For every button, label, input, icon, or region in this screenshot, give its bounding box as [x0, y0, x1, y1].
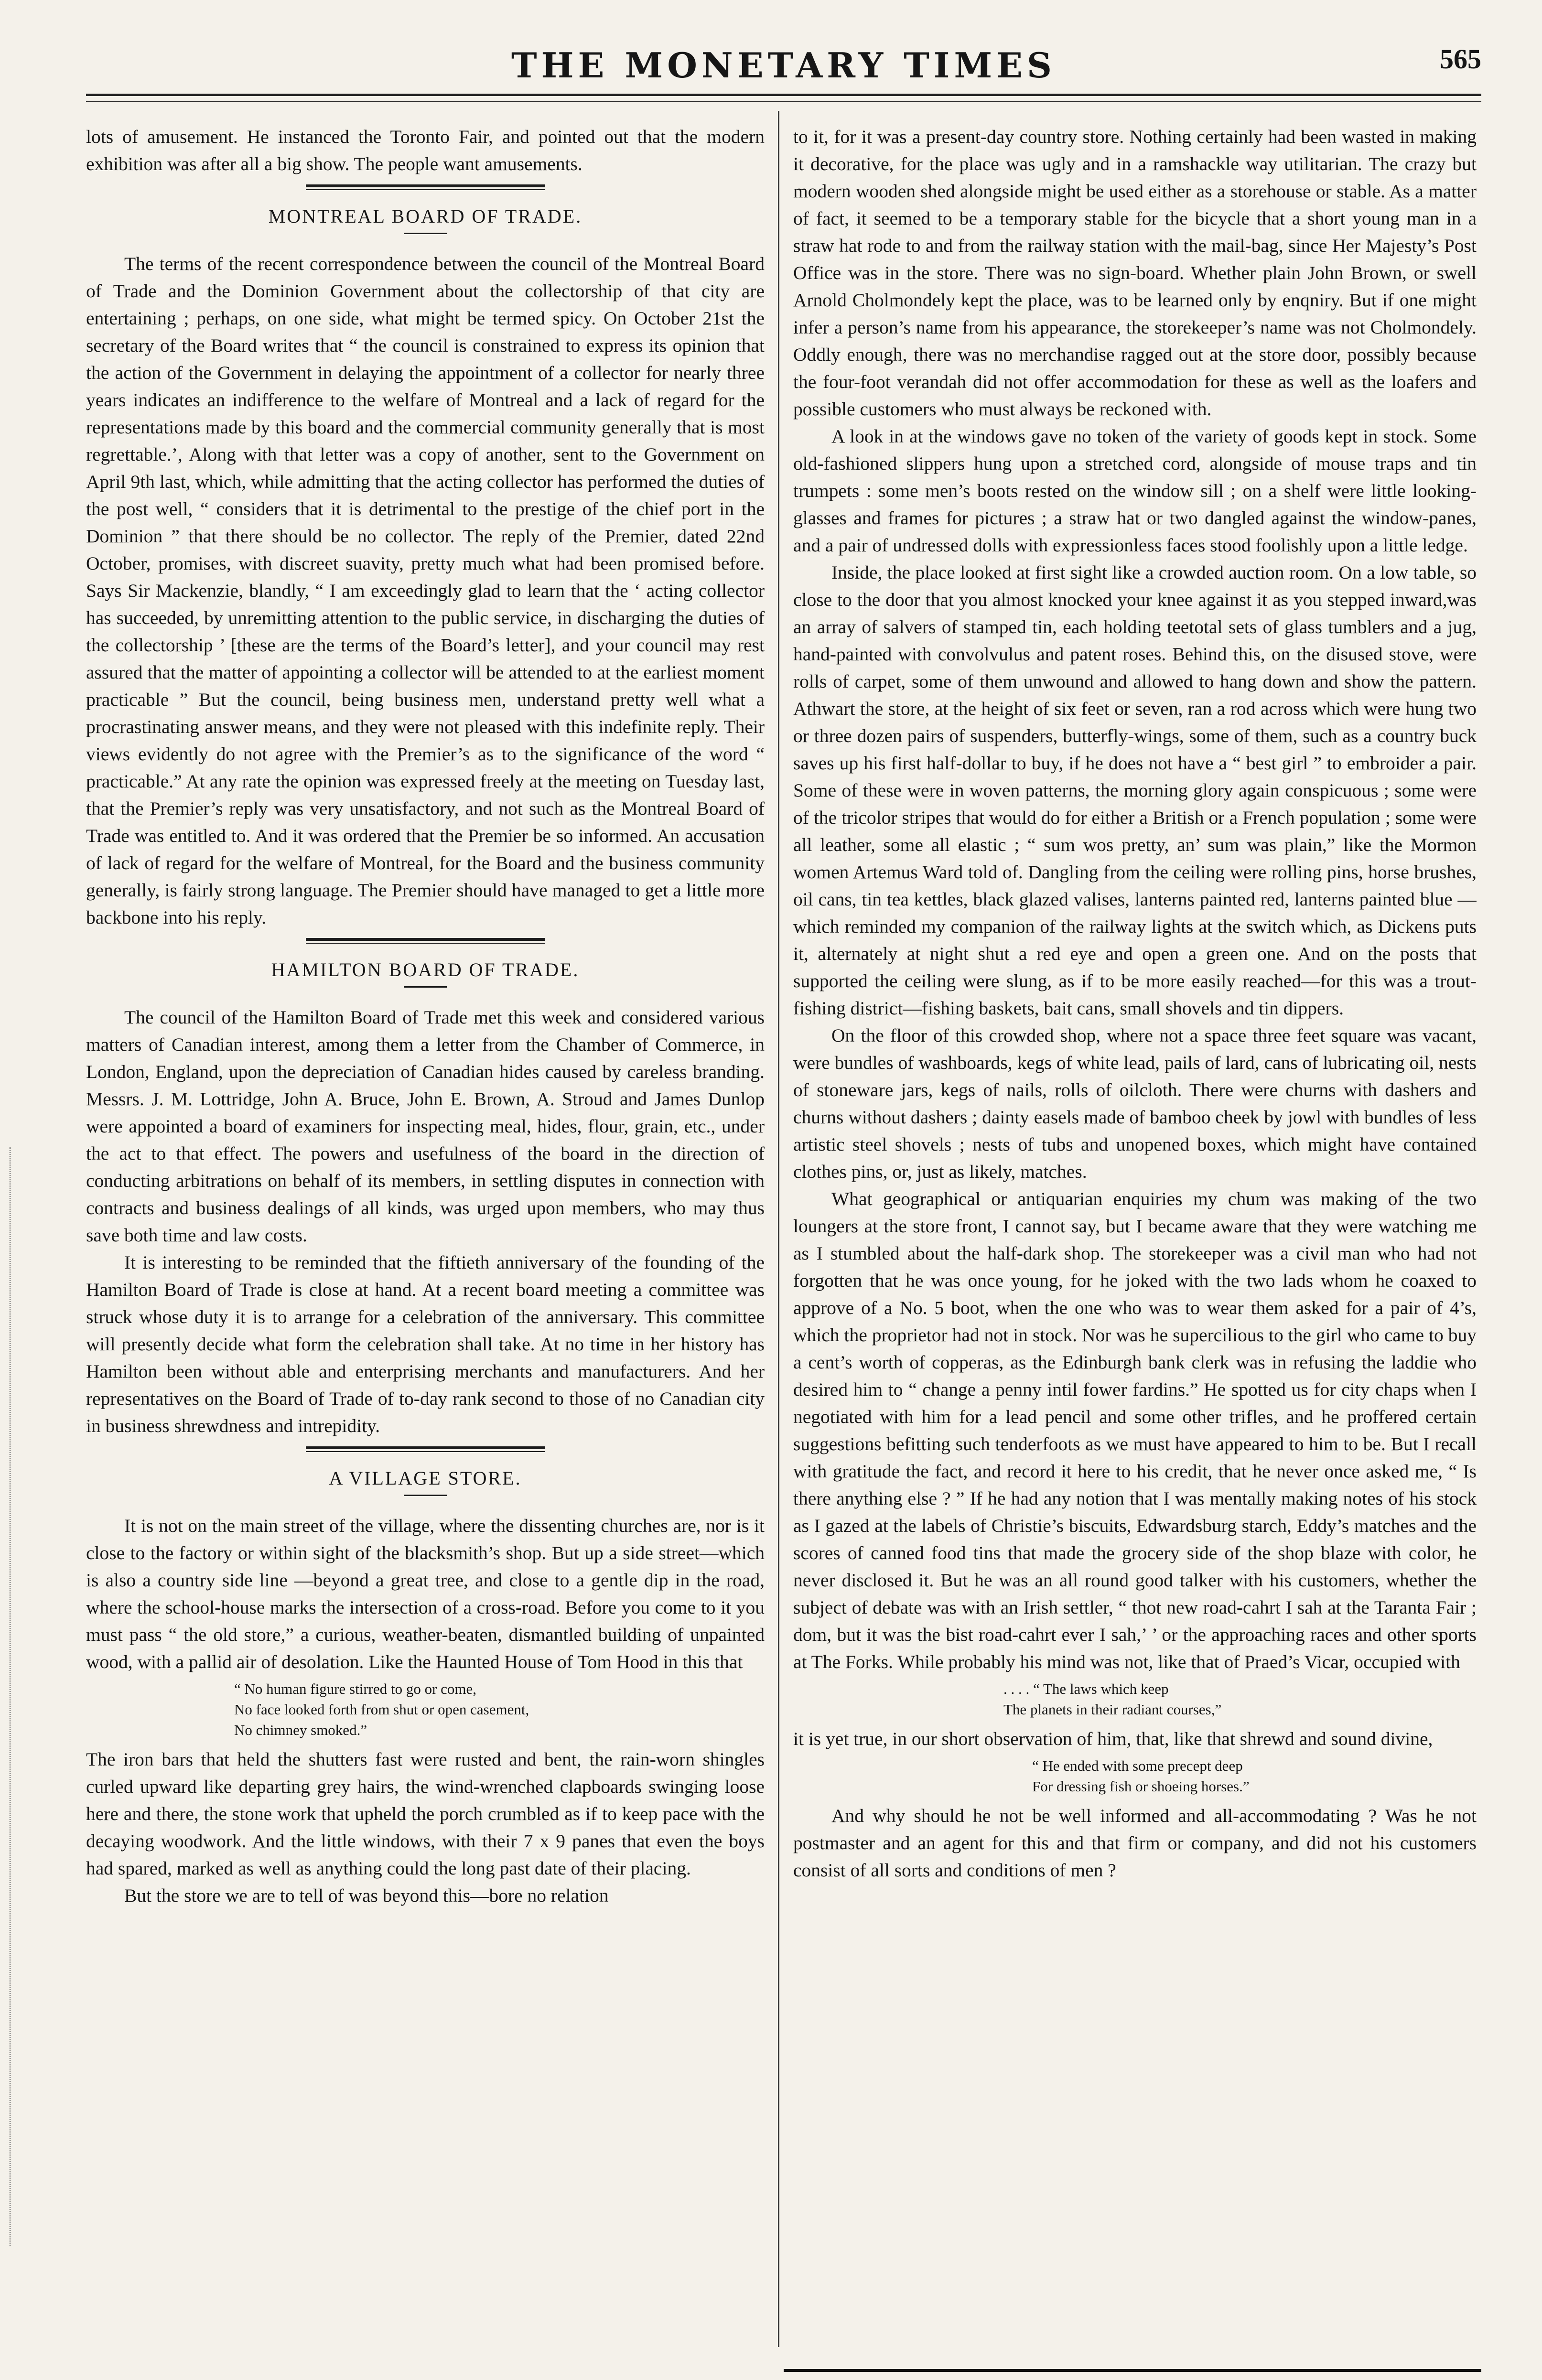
- right-column: [793, 123, 1477, 2340]
- masthead: [86, 37, 1481, 90]
- heading-underline: [404, 986, 447, 988]
- verse-quote: [793, 1755, 1477, 1797]
- section-separator: [306, 938, 545, 944]
- footer-rule: [784, 2369, 1481, 2372]
- village-paragraph-2: The iron bars that held the shutters fast were rusted and bent, the rain-worn shingles curled upward like departing grey hairs, the wind-wrenched clapboards swinging loose here and there, the stone work that upheld the porch crumbled as if to keep pace with the decaying woodwork. And the little windows, with their 7 x 9 panes that even the boys had spared, marked as well as anything could the long past date of their placing.: [86, 1749, 765, 1879]
- page-number: 565: [1440, 43, 1481, 75]
- binding-edge: [10, 1147, 13, 2246]
- intro-paragraph: lots of amusement. He instanced the Toronto Fair, and pointed out that the modern exhibition was after all a big show. The people want amusements.: [86, 126, 765, 174]
- header-rule-thick: [86, 94, 1481, 96]
- verse-line: No chimney smoked.”: [234, 1722, 367, 1738]
- section-heading-montreal: MONTREAL BOARD OF TRADE.: [268, 205, 582, 227]
- heading-underline: [404, 1495, 447, 1496]
- montreal-paragraph: The terms of the recent correspondence between the council of the Montreal Board of Trade and the Dominion Government about the collectorship of that city are entertaining ; perhaps, on one side, what might be termed spicy. On October 21st the secretary of the Board writes that “ the council is constrained to express its opinion that the action of the Government in delaying the appointment of a collector for nearly three years indicates an indifference to the welfare of Montreal and a lack of regard for the representations made by this board and the commercial community generally that is most regrettable.’, Along with that letter was a copy of another, sent to the Government on April 9th last, which, while admitting that the acting collector has performed the duties of the post well, “ considers that it is detrimental to the prestige of the chief port in the Dominion ” that there should be no collector. The reply of the Premier, dated 22nd October, promises, with discreet suavity, pretty much what had been promised before. Says Sir Mackenzie, blandly, “ I am exceedingly glad to learn that the ‘ acting collector has succeeded, by unremitting attention to the public service, in discharging the duties of the collectorship ’ [these are the terms of the Board’s letter], and your council may rest assured that the matter of appointing a collector will be attended to at the earliest moment practicable ” But the council, being business men, understand pretty well what a procrastinating answer means, and they were not pleased with this indefinite reply. Their views evidently do not agree with the Premier’s as to the significance of the word “ practicable.” At any rate the opinion was expressed freely at the meeting on Tuesday last, that the Premier’s reply was very unsatisfactory, and not such as the Montreal Board of Trade was entitled to. And it was ordered that the Premier be so informed. An accusation of lack of regard for the welfare of Montreal, for the Board and the business community generally, is fairly strong language. The Premier should have managed to get a little more backbone into his reply.: [86, 253, 765, 928]
- store-paragraph-6: it is yet true, in our short observation of him, that, like that shrewd and sound divine,: [793, 1728, 1433, 1749]
- verse-line: The planets in their radiant courses,”: [1003, 1701, 1222, 1718]
- verse-line: “ No human figure stirred to go or come,: [234, 1680, 477, 1697]
- store-paragraph-4: On the floor of this crowded shop, where not a space three feet square was vacant, were bundles of washboards, kegs of white lead, pails of lard, cans of lubricating oil, nests of stoneware jars, kegs of nails, rolls of oilcloth. There were churns with dashers and churns without dashers ; dainty easels made of bamboo cheek by jowl with bundles of less artistic steel shovels ; nests of tubs and unopened boxes, which might have contained clothes pins, or, just as likely, matches.: [793, 1025, 1477, 1182]
- verse-quote: [86, 1679, 765, 1740]
- newspaper-title: THE MONETARY TIMES: [511, 45, 1057, 86]
- village-paragraph-1: It is not on the main street of the village, where the dissenting churches are, nor is it close to the factory or within sight of the blacksmith’s shop. But up a side street—which is also a country side line —beyond a great tree, and close to a gentle dip in the road, where the school-house marks the intersection of a cross-road. Before you come to it you must pass “ the old store,” a curious, weather-beaten, dismantled building of unpainted wood, with a pallid air of desolation. Like the Haunted House of Tom Hood in this that: [86, 1515, 765, 1672]
- village-paragraph-3: But the store we are to tell of was beyond this—bore no relation: [124, 1885, 609, 1906]
- verse-quote: [793, 1679, 1477, 1720]
- store-paragraph-1: to it, for it was a present-day country store. Nothing certainly had been wasted in making it decorative, for the place was ugly and in a ramshackle way utilitarian. The crazy but modern wooden shed alongside might be used either as a storehouse or stable. As a matter of fact, it seemed to be a temporary stable for the bicycle that a short young man in a straw hat rode to and from the railway station with the mail-bag, since Her Majesty’s Post Office was in the store. There was no sign-board. Whether plain John Brown, or swell Arnold Cholmondely kept the place, was to be learned only by enqniry. But if one might infer a person’s name from his appearance, the storekeeper’s name was not Cholmondely. Oddly enough, there was no merchandise ragged out at the store door, possibly because the four-foot verandah did not offer accommodation for these as well as the loafers and possible customers who must always be reckoned with.: [793, 126, 1477, 420]
- verse-line: For dressing fish or shoeing horses.”: [1032, 1778, 1250, 1795]
- verse-line: No face looked forth from shut or open casement,: [234, 1701, 529, 1718]
- section-heading-hamilton: HAMILTON BOARD OF TRADE.: [271, 959, 580, 980]
- heading-underline: [404, 233, 447, 234]
- verse-line: . . . . “ The laws which keep: [1003, 1680, 1169, 1697]
- column-divider: [778, 111, 779, 2347]
- store-paragraph-5: What geographical or antiquarian enquiries my chum was making of the two loungers at the store front, I cannot say, but I became aware that they were watching me as I stumbled about the half-dark shop. The storekeeper was a civil man who had not forgotten that he was once young, for he joked with the two lads whom he coaxed to approve of a No. 5 boot, when the one who was to wear them asked for a pair of 4’s, which the proprietor had not in stock. Nor was he supercilious to the girl who came to buy a cent’s worth of copperas, as the Edinburgh bank clerk was in refusing the laddie who desired him to “ change a penny intil fower fardins.” He spotted us for city chaps when I negotiated with him for a lead pencil and some other trifles, and he proffered certain suggestions befitting such tenderfoots as we must have appeared to him to be. But I recall with gratitude the fact, and record it here to his credit, that he never once asked me, “ Is there anything else ? ” If he had any notion that I was mentally making notes of his stock as I gazed at the labels of Christie’s biscuits, Edwardsburg starch, Eddy’s matches and the scores of canned food tins that made the grocery side of the shop blaze with color, he never disclosed it. But he was an all round good talker with his customers, whether the subject of debate was with an Irish settler, “ thot new road-cahrt I sah at the Taranta Fair ; dom, but it was the bist road-cahrt ever I sah,’ ’ or the approaching races and other sports at The Forks. While probably his mind was not, like that of Praed’s Vicar, occupied with: [793, 1188, 1477, 1672]
- store-paragraph-7: And why should he not be well informed and all-accommodating ? Was he not postmaster and an agent for this and that firm or company, and did not his customers consist of all sorts and conditions of men ?: [793, 1805, 1477, 1881]
- header-rule-thin: [86, 101, 1481, 102]
- left-column: [86, 123, 765, 2340]
- store-paragraph-2: A look in at the windows gave no token of the variety of goods kept in stock. Some old-fashioned slippers hung upon a stretched cord, alongside of mouse traps and tin trumpets : some men’s boots rested on the window sill ; on a shelf were little looking-glasses and frames for pictures ; a straw hat or two dangled against the window-panes, and a pair of undressed dolls with expressionless faces stood foolishly upon a little ledge.: [793, 426, 1477, 556]
- section-separator: [306, 184, 545, 190]
- section-heading-village-store: A VILLAGE STORE.: [329, 1467, 522, 1489]
- section-separator: [306, 1446, 545, 1452]
- hamilton-paragraph-1: The council of the Hamilton Board of Trade met this week and considered various matters of Canadian interest, among them a letter from the Chamber of Commerce, in London, England, upon the depreciation of Canadian hides caused by careless branding. Messrs. J. M. Lottridge, John A. Bruce, John E. Brown, A. Stroud and James Dunlop were appointed a board of examiners for inspecting meal, hides, flour, grain, etc., under the act to that effect. The powers and usefulness of the board in the direction of conducting arbitrations on behalf of its members, in settling disputes in connection with contracts and business dealings of all kinds, was urged upon members, who may thus save both time and law costs.: [86, 1007, 765, 1246]
- hamilton-paragraph-2: It is interesting to be reminded that the fiftieth anniversary of the founding of the Hamilton Board of Trade is close at hand. At a recent board meeting a committee was struck whose duty it is to arrange for a celebration of the anniversary. This committee will presently decide what form the celebration shall take. At no time in her history has Hamilton been without able and enterprising merchants and manufacturers. And her representatives on the Board of Trade of to-day rank second to those of no Canadian city in business shrewdness and intrepidity.: [86, 1252, 765, 1436]
- verse-line: “ He ended with some precept deep: [1032, 1757, 1243, 1774]
- store-paragraph-3: Inside, the place looked at first sight like a crowded auction room. On a low table, so close to the door that you almost knocked your knee against it as you stepped inward,was an array of salvers of stamped tin, each holding teetotal sets of glass tumblers and a jug, hand-painted with convolvulus and patent roses. Behind this, on the disused stove, were rolls of carpet, some of them unwound and allowed to hang down and show the pattern. Athwart the store, at the height of six feet or seven, ran a rod across which were hung two or three dozen pairs of suspenders, butterfly-wings, some of them, such as a country buck saves up his first half-dollar to buy, if he does not have a “ best girl ” to embroider a pair. Some of these were in woven patterns, the morning glory again conspicuous ; some were of the tricolor stripes that would do for either a British or a French population ; some were all leather, some all elastic ; “ sum wos pretty, an’ sum was plain,” like the Mormon women Artemus Ward told of. Dangling from the ceiling were rolling pins, horse brushes, oil cans, tin tea kettles, black glazed valises, lanterns painted red, lanterns painted blue —which reminded my companion of the railway lights at the switch which, as Dickens puts it, alternately at night shut a red eye and open a green one. And on the posts that supported the ceiling were slung, as if to be more easily reached—for this was a trout-fishing district—fishing baskets, bait cans, small shovels and tin dippers.: [793, 562, 1477, 1019]
